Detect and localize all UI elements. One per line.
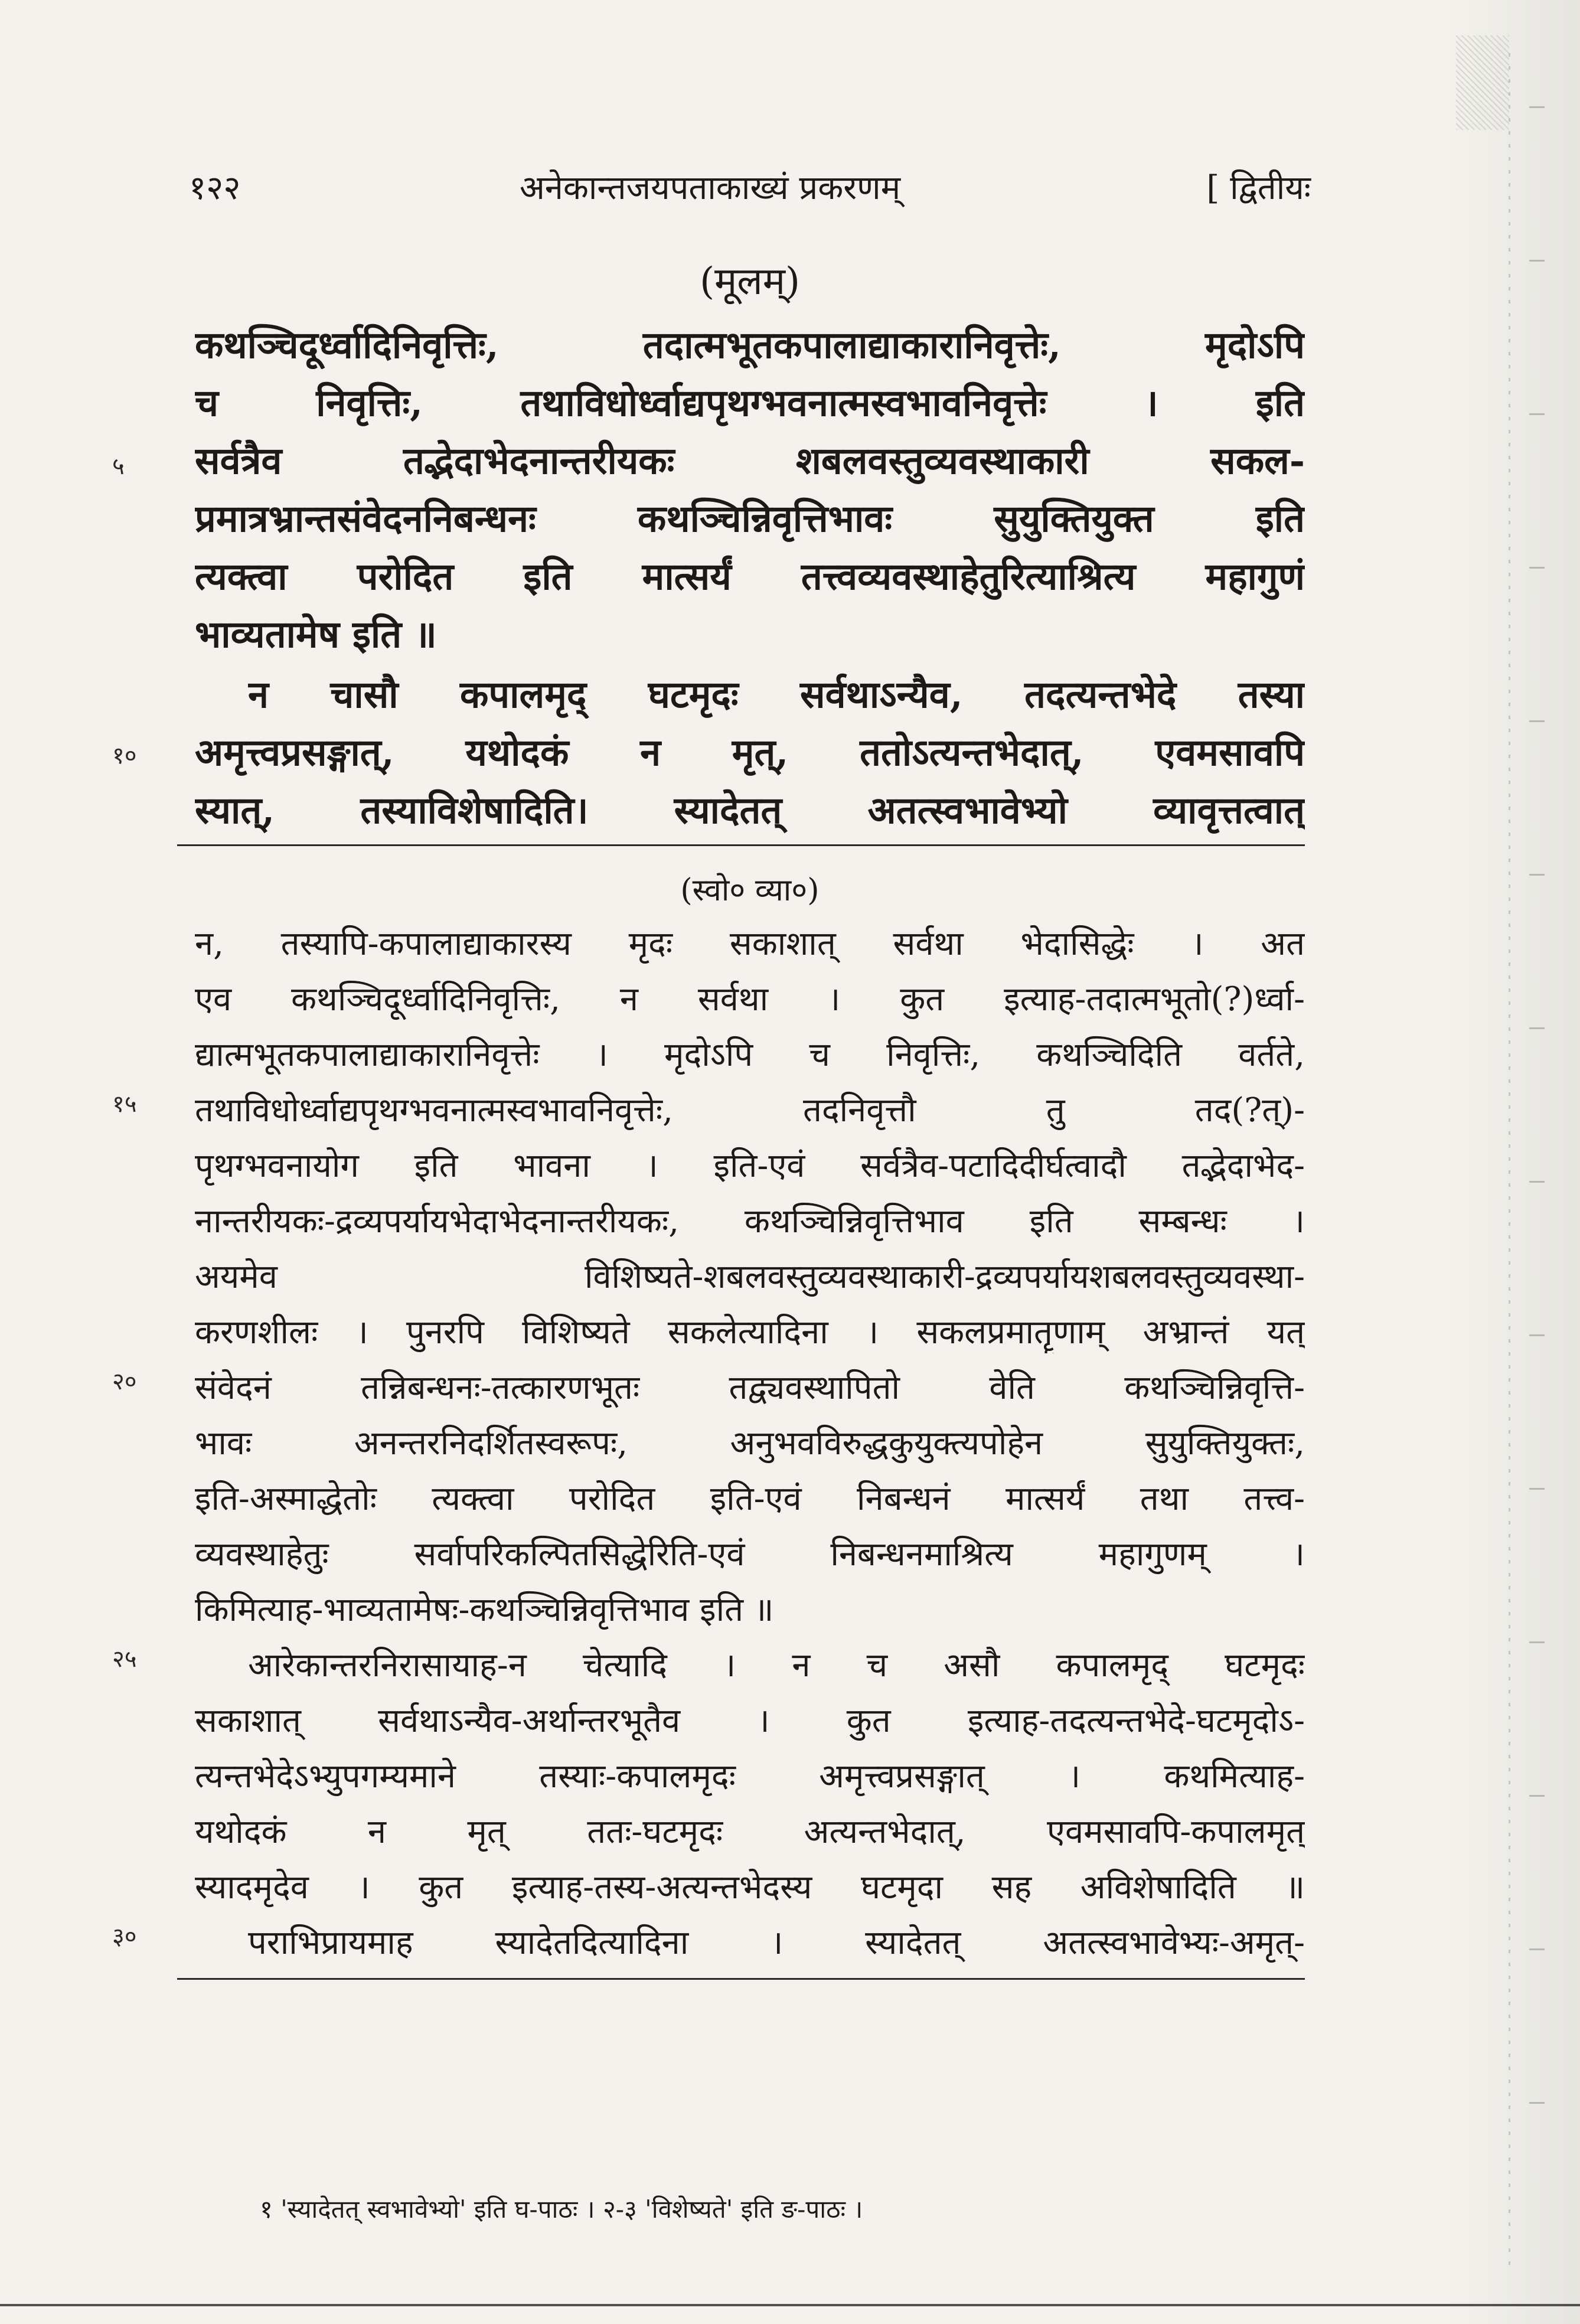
footnote-divider bbox=[177, 1978, 1305, 1980]
line-number: २५ bbox=[112, 1646, 137, 1673]
vyakhya-line: यथोदकं न मृत् ततः-घटमृदः अत्यन्तभेदात्, एवमसावपि-कपालमृत् bbox=[195, 1813, 1305, 1851]
vyakhya-line: तथाविधोर्ध्वाद्यपृथग्भवनात्मस्वभावनिवृत्तेः, तदनिवृत्तौ तु तद(?त्)- bbox=[195, 1091, 1305, 1130]
mula-line: भाव्यतामेष इति ॥ bbox=[195, 612, 437, 656]
mula-heading: (मूलम्) bbox=[700, 260, 800, 303]
vyakhya-heading: (स्वो० व्या०) bbox=[680, 873, 820, 908]
vyakhya-line: न, तस्यापि-कपालाद्याकारस्य मृदः सकाशात् सर्वथा भेदासिद्धेः । अत bbox=[195, 925, 1305, 963]
section-divider bbox=[177, 844, 1305, 846]
section-label: [ द्वितीयः bbox=[1206, 169, 1311, 207]
mula-line: त्यक्त्वा परोदित इति मात्सर्यं तत्त्वव्यवस्थाहेतुरित्याश्रित्य महागुणं bbox=[195, 554, 1305, 598]
page-number: १२२ bbox=[189, 169, 241, 207]
running-header bbox=[189, 164, 1311, 217]
vyakhya-line: व्यवस्थाहेतुः सर्वापरिकल्पितसिद्धेरिति-एवं निबन्धनमाश्रित्य महागुणम् । bbox=[195, 1535, 1305, 1574]
page-bottom-edge bbox=[0, 2304, 1580, 2306]
mula-section bbox=[195, 254, 1305, 832]
line-number: ३० bbox=[112, 1923, 137, 1950]
mula-line: अमृत्त्वप्रसङ्गात्, यथोदकं न मृत्, ततोऽत्यन्तभेदात्, एवमसावपि bbox=[195, 730, 1305, 774]
vyakhya-line: पराभिप्रायमाह स्यादेतदित्यादिना । स्यादेतत् अतत्स्वभावेभ्यः-अमृत्- bbox=[248, 1924, 1305, 1962]
line-number: १० bbox=[112, 742, 137, 769]
mula-line: न चासौ कपालमृद् घटमृदः सर्वथाऽन्यैव, तदत्यन्तभेदे तस्या bbox=[248, 673, 1305, 716]
vyakhya-line: एव कथञ्चिदूर्ध्वादिनिवृत्तिः, न सर्वथा । कुत इत्याह-तदात्मभूतो(?)र्ध्वा- bbox=[195, 980, 1305, 1019]
vyakhya-line: करणशीलः । पुनरपि विशिष्यते सकलेत्यादिना । सकलप्रमातॄणाम् अभ्रान्तं यत् bbox=[195, 1313, 1305, 1352]
vyakhya-line: द्यात्मभूतकपालाद्याकारानिवृत्तेः । मृदोऽपि च निवृत्तिः, कथञ्चिदिति वर्तते, bbox=[195, 1036, 1305, 1074]
edge-tick-marks bbox=[1529, 106, 1545, 2232]
vyakhya-line: नान्तरीयकः-द्रव्यपर्यायभेदाभेदनान्तरीयकः, कथञ्चिन्निवृत्तिभाव इति सम्बन्धः । bbox=[195, 1202, 1305, 1241]
line-number: १५ bbox=[112, 1091, 137, 1118]
footnote: १ 'स्यादेतत् स्वभावेभ्यो' इति घ-पाठः । २-३ 'विशेष्यते' इति ङ-पाठः । bbox=[260, 2195, 863, 2224]
vyakhya-section bbox=[195, 868, 1305, 1962]
mula-line: कथञ्चिदूर्ध्वादिनिवृत्तिः, तदात्मभूतकपालाद्याकारानिवृत्तेः, मृदोऽपि bbox=[195, 323, 1305, 367]
vyakhya-line: सकाशात् सर्वथाऽन्यैव-अर्थान्तरभूतैव । कुत इत्याह-तदत्यन्तभेदे-घटमृदोऽ- bbox=[195, 1702, 1305, 1740]
vyakhya-line: स्यादमृदेव । कुत इत्याह-तस्य-अत्यन्तभेदस्य घटमृदा सह अविशेषादिति ॥ bbox=[195, 1868, 1305, 1907]
mula-line: च निवृत्तिः, तथाविधोर्ध्वाद्यपृथग्भवनात्मस्वभावनिवृत्तेः । इति bbox=[195, 381, 1305, 425]
vyakhya-line: किमित्याह-भाव्यतामेषः-कथञ्चिन्निवृत्तिभाव इति ॥ bbox=[195, 1591, 774, 1629]
mula-line: सर्वत्रैव तद्भेदाभेदनान्तरीयकः शबलवस्तुव्यवस्थाकारी सकल- bbox=[195, 439, 1305, 482]
vyakhya-line: त्यन्तभेदेऽभ्युपगम्यमाने तस्याः-कपालमृदः अमृत्त्वप्रसङ्गात् । कथमित्याह- bbox=[195, 1757, 1305, 1796]
line-number: २० bbox=[112, 1368, 137, 1395]
edge-scan-noise bbox=[1456, 35, 1509, 130]
vyakhya-line: संवेदनं तन्निबन्धनः-तत्कारणभूतः तद्व्यवस्थापितो वेति कथञ्चिन्निवृत्ति- bbox=[195, 1369, 1305, 1407]
edge-dashed-line bbox=[1509, 53, 1510, 2273]
mula-line: स्यात्, तस्याविशेषादिति। स्यादेतत् अतत्स्वभावेभ्यो व्यावृत्तत्वात् bbox=[195, 788, 1305, 832]
vyakhya-line: पृथग्भवनायोग इति भावना । इति-एवं सर्वत्रैव-पटादिदीर्घत्वादौ तद्भेदाभेद- bbox=[195, 1147, 1305, 1185]
vyakhya-line: आरेकान्तरनिरासायाह-न चेत्यादि । न च असौ कपालमृद् घटमृदः bbox=[248, 1646, 1305, 1685]
running-title: अनेकान्तजयपताकाख्यं प्रकरणम् bbox=[520, 169, 901, 207]
mula-line: प्रमात्रभ्रान्तसंवेदननिबन्धनः कथञ्चिन्निवृत्तिभावः सुयुक्तियुक्त इति bbox=[195, 497, 1305, 540]
vyakhya-line: इति-अस्माद्धेतोः त्यक्त्वा परोदित इति-एवं निबन्धनं मात्सर्यं तथा तत्त्व- bbox=[195, 1480, 1305, 1518]
book-edge-margin bbox=[1444, 0, 1580, 2324]
line-number: ५ bbox=[112, 453, 125, 480]
vyakhya-line: भावः अनन्तरनिदर्शितस्वरूपः, अनुभवविरुद्धकुयुक्त्यपोहेन सुयुक्तियुक्तः, bbox=[195, 1424, 1305, 1463]
vyakhya-line: अयमेव विशिष्यते-शबलवस्तुव्यवस्थाकारी-द्रव्यपर्यायशबलवस्तुव्यवस्था- bbox=[195, 1258, 1305, 1296]
